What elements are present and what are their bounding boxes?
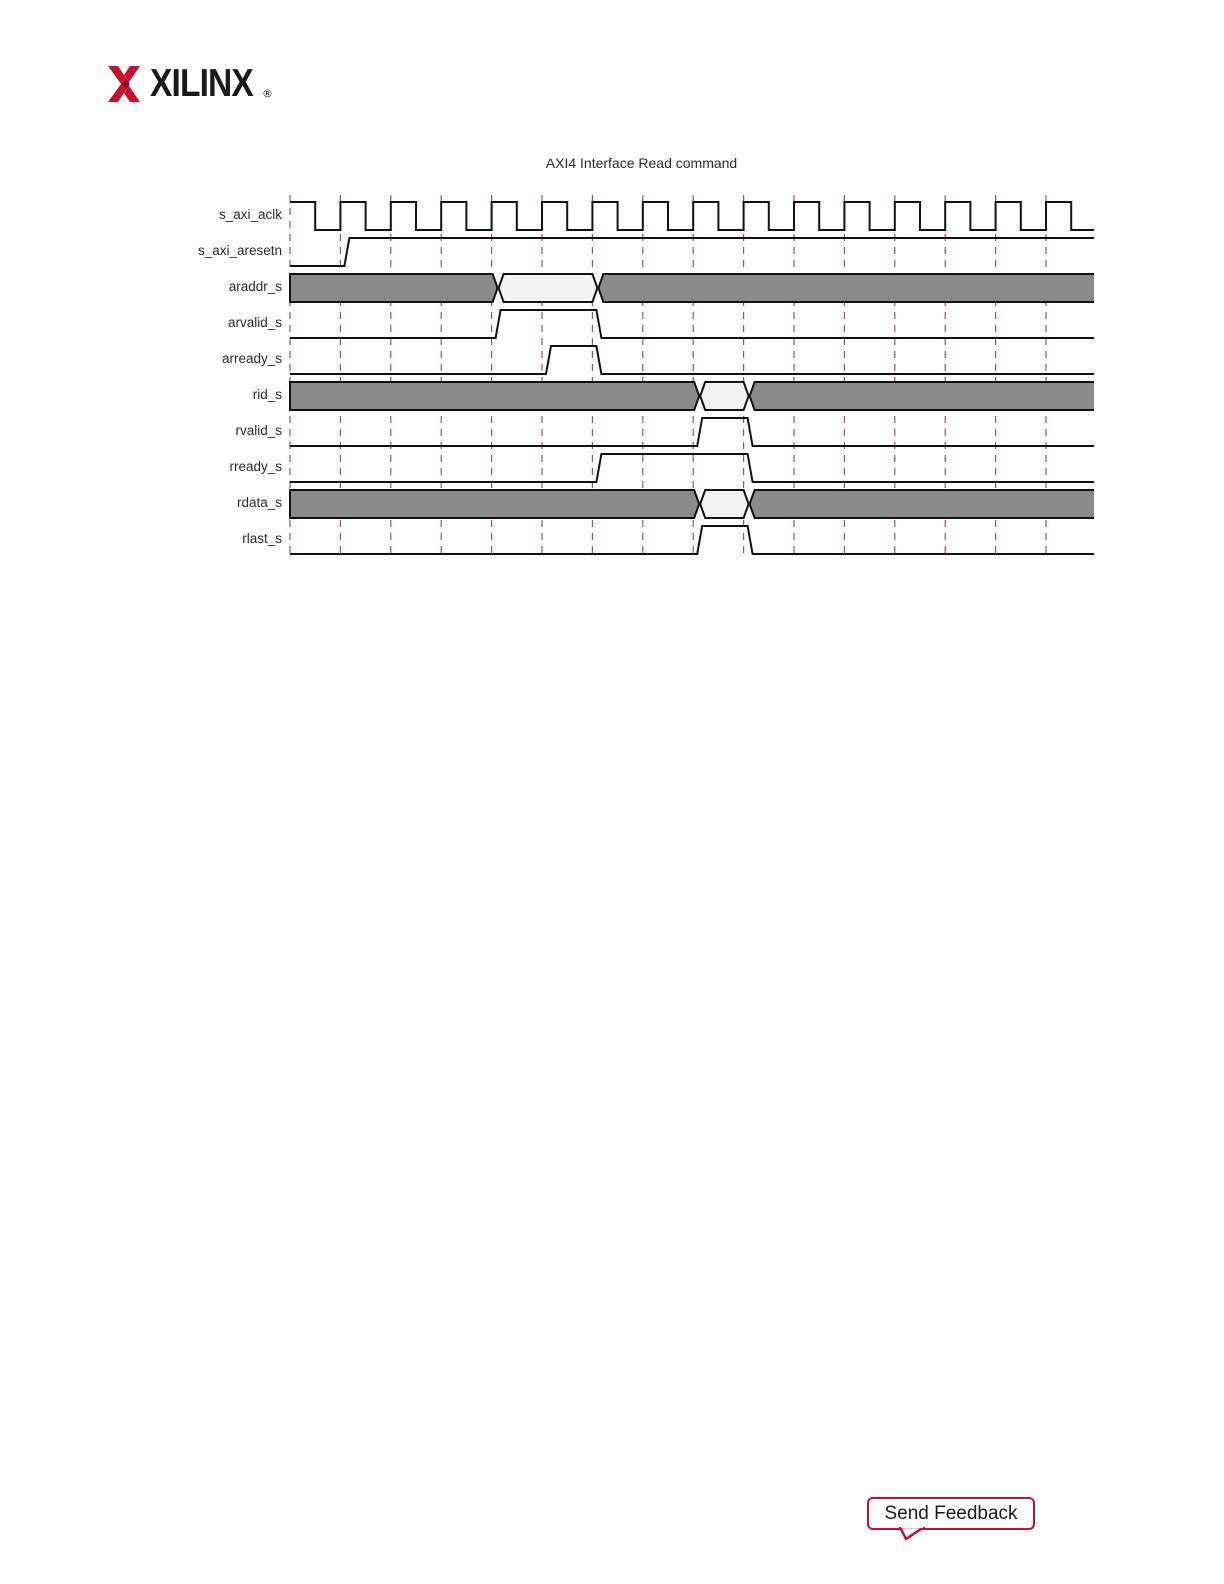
waveform-s_axi_aresetn: [290, 238, 1094, 266]
signal-label-arready-s: arready_s: [221, 351, 282, 366]
bus-invalid-rid_s: [750, 382, 1094, 410]
signal-label-araddr-s: araddr_s: [228, 279, 282, 294]
bus-invalid-araddr_s: [598, 274, 1094, 302]
bus-valid-rdata_s: [700, 490, 748, 518]
waveform-arready_s: [290, 346, 1094, 374]
diagram-title: AXI4 Interface Read command: [545, 155, 738, 171]
bus-invalid-rid_s: [290, 382, 699, 410]
signal-label-rready-s: rready_s: [229, 459, 282, 474]
waveform-rready_s: [290, 454, 1094, 482]
send-feedback-label: Send Feedback: [884, 1502, 1018, 1524]
signal-label-s-axi-aclk: s_axi_aclk: [218, 207, 282, 222]
signal-label-rdata-s: rdata_s: [236, 495, 282, 510]
logo-wordmark: XILINX: [150, 62, 253, 105]
signal-label-arvalid-s: arvalid_s: [227, 315, 282, 330]
bus-invalid-rdata_s: [750, 490, 1094, 518]
bus-valid-araddr_s: [499, 274, 598, 302]
send-feedback-button[interactable]: [867, 1497, 1035, 1530]
signal-label-s-axi-aresetn: s_axi_aresetn: [197, 243, 282, 258]
registered-mark: ®: [262, 87, 273, 100]
signal-label-rlast-s: rlast_s: [242, 531, 282, 546]
bus-invalid-araddr_s: [290, 274, 498, 302]
signal-label-rid-s: rid_s: [252, 387, 282, 402]
waveform-arvalid_s: [290, 310, 1094, 338]
feedback-bubble-tail-icon: [898, 1527, 926, 1541]
waveform-s_axi_aclk: [290, 202, 1094, 230]
bus-valid-rid_s: [700, 382, 748, 410]
signal-label-rvalid-s: rvalid_s: [235, 423, 282, 438]
waveform-rvalid_s: [290, 418, 1094, 446]
waveform-rlast_s: [290, 526, 1094, 554]
bus-invalid-rdata_s: [290, 490, 699, 518]
